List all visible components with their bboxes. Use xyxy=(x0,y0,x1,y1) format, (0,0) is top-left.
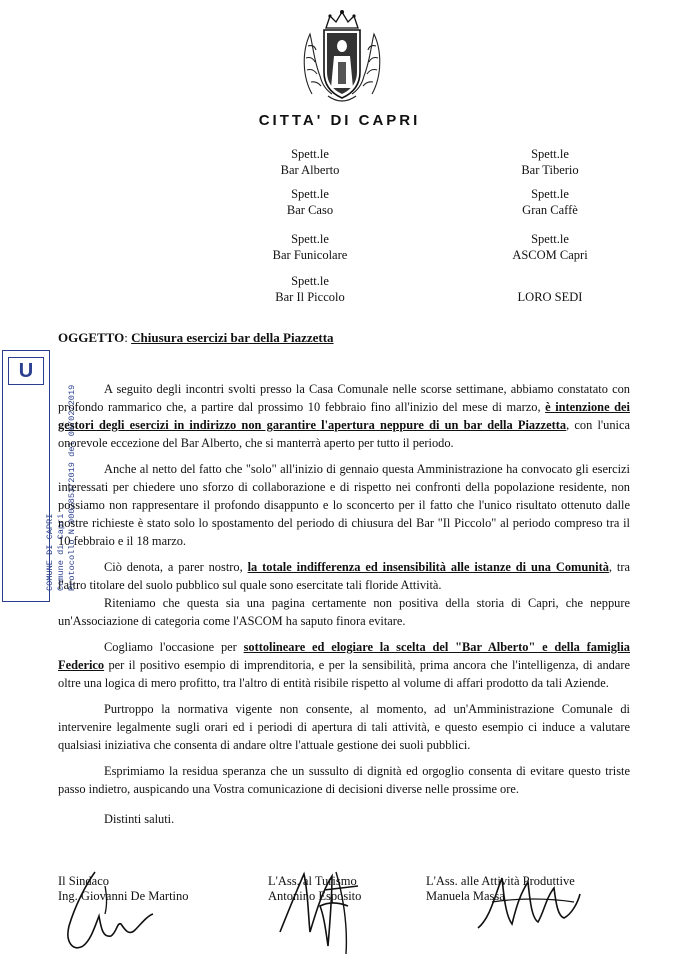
tourism-handwritten-signature xyxy=(262,862,382,958)
paragraph-2: Anche al netto del fatto che "solo" all'inizio di gennaio questa Amministrazione ha convocato gli esercizi interessati per chiedere uno sforzo di collaborazione e di rispetto nei confronti della popolazione residente, non possiamo non rappresentare il profondo disappunto e lo sconcerto per il fatto che l'unico risultato ottenuto dalle nostre richieste è stato solo lo spostamento del periodo di chiusura del Bar "Il Piccolo" al periodo compreso tra il 10 febbraio e il 18 marzo. xyxy=(58,462,630,548)
addressee-name: Bar Alberto xyxy=(280,163,340,177)
addressee-right-3 xyxy=(480,231,620,263)
signature-name: Ing. Giovanni De Martino xyxy=(58,889,189,903)
paragraph-3-text-b: , tra l'altro titolare del suolo pubblico sul quale sono esercitate tali floride Attività. xyxy=(58,560,630,592)
stamp-line-2: Comune di Capri xyxy=(56,513,66,591)
paragraph-4: Riteniamo che questa sia una pagina certamente non positiva della storia di Capri, che neppure un'Associazione di categoria come l'ASCOM ha saputo finora evitare. xyxy=(58,596,630,628)
paragraph-7: Esprimiamo la residua speranza che un sussulto di dignità ed orgoglio consenta di evitare questo triste passo indietro, auspicando una Vostra comunicazione di decisioni diverse nelle prossime ore. xyxy=(58,764,630,796)
paragraph-5-emphasis: sottolineare ed elogiare la scelta del "Bar Alberto" e della famiglia Federico xyxy=(58,640,631,672)
paragraph-3-text-a: Ciò denota, a parer nostro, xyxy=(104,560,248,574)
addressee-left-1 xyxy=(240,146,380,178)
addressee-right-2 xyxy=(480,186,620,218)
signature-role: L'Ass. alle Attività Produttive xyxy=(426,874,575,888)
addressee-title: Spett.le xyxy=(291,187,329,201)
addressee-name: LORO SEDI xyxy=(517,290,583,304)
production-handwritten-signature xyxy=(468,858,588,954)
addressee-name: Bar Il Piccolo xyxy=(275,290,345,304)
protocol-stamp xyxy=(2,350,77,602)
signature-name: Manuela Massa xyxy=(426,889,505,903)
subject-text: Chiusura esercizi bar della Piazzetta xyxy=(131,330,334,345)
subject-line xyxy=(58,330,334,346)
addressee-name: Bar Tiberio xyxy=(521,163,579,177)
addressee-name: ASCOM Capri xyxy=(512,248,588,262)
paragraph-3-emphasis: la totale indifferenza ed insensibilità alle istanze di una Comunità xyxy=(247,560,609,574)
signature-role: Il Sindaco xyxy=(58,874,110,888)
addressee-left-3 xyxy=(240,231,380,263)
addressee-title: Spett.le xyxy=(291,274,329,288)
paragraph-1 xyxy=(58,380,630,452)
addressee-right-4 xyxy=(480,289,620,305)
addressee-title: Spett.le xyxy=(531,232,569,246)
addressee-left-2 xyxy=(240,186,380,218)
addressee-name: Bar Caso xyxy=(286,203,334,217)
stamp-line-1: COMUNE DI CAPRI xyxy=(45,513,55,591)
addressee-title: Spett.le xyxy=(291,147,329,161)
addressee-name: Bar Funicolare xyxy=(272,248,348,262)
closing-salutation: Distinti saluti. xyxy=(104,812,175,826)
paragraph-6: Purtroppo la normativa vigente non consente, al momento, ad un'Amministrazione Comunale di intervenire legalmente sugli orari ed i periodi di apertura di tali attività, e questo esempio ci induce a valutare qualsiasi iniziativa che consenta di andare oltre l'attuale gestione dei suoli pubblici. xyxy=(58,702,630,752)
addressee-right-1 xyxy=(480,146,620,178)
stamp-line-3: Protocollo N.0002853/2019 del 06/02/2019 xyxy=(67,384,77,591)
letter-body xyxy=(58,380,630,828)
mayor-handwritten-signature xyxy=(55,866,165,958)
addressee-title: Spett.le xyxy=(531,187,569,201)
signature-role: L'Ass. al Turismo xyxy=(268,874,357,888)
city-crest-emblem xyxy=(298,6,386,106)
paragraph-5 xyxy=(58,638,630,692)
addressee-title: Spett.le xyxy=(291,232,329,246)
paragraph-1-emphasis: è intenzione dei gestori degli esercizi in indirizzo non garantire l'apertura neppure di un bar della Piazzetta xyxy=(58,400,630,432)
signature-name: Antonino Esposito xyxy=(268,889,362,903)
paragraph-1-text-a: A seguito degli incontri svolti presso la Casa Comunale nelle scorse settimane, abbiamo constatato con profondo rammarico che, a partire dal prossimo 10 febbraio fino all'inizio del mese di marzo, xyxy=(58,382,630,414)
paragraph-3 xyxy=(58,558,630,594)
subject-label: OGGETTO xyxy=(58,330,125,345)
paragraph-5-text-b: per il positivo esempio di imprenditoria, e per la sensibilità, prima ancora che l'intelligenza, di andare oltre una logica di mero profitto, tra l'altro di entità risibile rispetto al volume di affari prodotto da tali Aziende. xyxy=(58,658,630,690)
paragraph-1-text-b: , con l'unica onorevole eccezione del Bar Alberto, che si manterrà aperto per tutto il periodo. xyxy=(58,418,630,450)
stamp-letter: U xyxy=(8,357,44,385)
city-name: CITTA' DI CAPRI xyxy=(258,112,421,129)
paragraph-5-text-a: Cogliamo l'occasione per xyxy=(104,640,244,654)
addressee-left-4 xyxy=(240,273,380,305)
addressee-name: Gran Caffè xyxy=(522,203,578,217)
subject-separator: : xyxy=(124,330,132,345)
addressee-title: Spett.le xyxy=(531,147,569,161)
